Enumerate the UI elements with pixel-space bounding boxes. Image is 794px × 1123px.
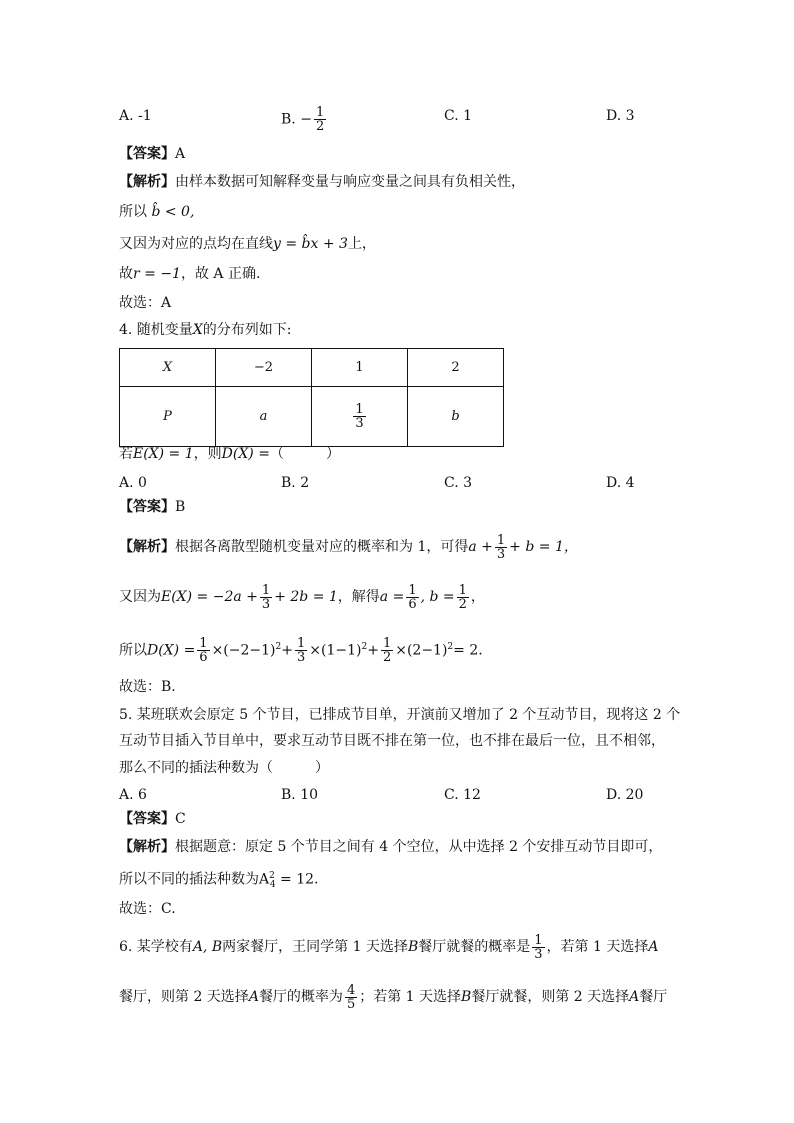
table-cell: b xyxy=(408,387,504,447)
q5-stem-2: 互动节目插入节目单中，要求互动节目既不排在第一位，也不排在最后一位，且不相邻， xyxy=(119,733,665,749)
q4-analysis-2: 又因为E(X) = −2a + $\frac{1}{3}$ + 2b = 1，解得a = $\frac{1}{6}$ , b = $\frac{1}{2}$ ， xyxy=(119,582,485,612)
q5-option-d: D. 20 xyxy=(606,787,644,803)
table-cell: 2 xyxy=(408,349,504,387)
q5-answer: 【答案】C xyxy=(119,811,186,827)
q4-choose: 故选：B. xyxy=(119,679,176,695)
q6-line-2: 餐厅，则第 2 天选择A餐厅的概率为 $\frac{4}{5}$ ；若第 1 天选择B餐厅就餐，则第 2 天选择A餐厅 xyxy=(119,982,668,1012)
q3-analysis-2: 所以 b̂ < 0, xyxy=(119,204,195,220)
q4-option-a: A. 0 xyxy=(119,475,147,491)
table-cell: 1 xyxy=(312,349,408,387)
q3-option-d: D. 3 xyxy=(606,108,635,124)
table-cell: a xyxy=(216,387,312,447)
q4-option-c: C. 3 xyxy=(444,475,473,491)
q4-option-d: D. 4 xyxy=(606,475,635,491)
q4-condition: 若E(X) = 1，则D(X) =（ ） xyxy=(119,446,340,462)
table-row xyxy=(120,387,504,447)
q4-answer: 【答案】B xyxy=(119,499,186,515)
q5-choose: 故选：C. xyxy=(119,901,176,917)
q4-options xyxy=(119,473,679,513)
q3-analysis-3: 又因为对应的点均在直线y = b̂x + 3上， xyxy=(119,236,376,252)
q3-options xyxy=(119,98,679,138)
table-cell: P xyxy=(120,387,216,447)
q5-options xyxy=(119,785,679,825)
q6-line-1: 6. 某学校有A, B两家餐厅，王同学第 1 天选择B餐厅就餐的概率是 $\frac{1}{3}$ ，若第 1 天选择A xyxy=(119,932,659,962)
q5-stem-3: 那么不同的插法种数为（ ） xyxy=(119,760,329,776)
q3-option-c: C. 1 xyxy=(444,108,473,124)
q3-option-b: B. − $\frac{1}{2}$ xyxy=(281,105,325,134)
q4-analysis-3: 所以D(X) = $\frac{1}{6}$ $\times(-2-1)^2+$ $\frac{1}{3}$ $\times(1-1)^2+$ $\frac{1}{2}$ $\times(2-1)^2= 2$. xyxy=(119,636,483,666)
table-cell: −2 xyxy=(216,349,312,387)
q3-choose: 故选：A xyxy=(119,295,172,311)
q4-distribution-table xyxy=(119,348,504,447)
q5-analysis-2: 所以不同的插法种数为$A^2_4 = 12$. xyxy=(119,871,319,891)
q5-option-c: C. 12 xyxy=(444,787,481,803)
table-cell: $\frac{1}{3}$ xyxy=(312,387,408,447)
q4-analysis-1: 【解析】根据各离散型随机变量对应的概率和为 1，可得a + $\frac{1}{3}$ + b = 1， xyxy=(119,532,578,562)
q5-option-b: B. 10 xyxy=(281,787,319,803)
q4-stem: 4. 随机变量X的分布列如下: xyxy=(119,322,292,338)
q4-option-b: B. 2 xyxy=(281,475,310,491)
q3-analysis-4: 故r = −1，故 A 正确. xyxy=(119,266,261,282)
q3-option-a: A. -1 xyxy=(119,108,152,124)
q3-answer: 【答案】A xyxy=(119,146,186,162)
table-row xyxy=(120,349,504,387)
q5-analysis-1: 【解析】根据题意：原定 5 个节目之间有 4 个空位，从中选择 2 个安排互动节目即可， xyxy=(119,839,663,855)
table-cell: X xyxy=(120,349,216,387)
q3-analysis-1: 【解析】由样本数据可知解释变量与响应变量之间具有负相关性， xyxy=(119,174,525,190)
q5-option-a: A. 6 xyxy=(119,787,147,803)
q5-stem-1: 5. 某班联欢会原定 5 个节目，已排成节目单，开演前又增加了 2 个互动节目，现将这 2 个 xyxy=(119,707,681,723)
